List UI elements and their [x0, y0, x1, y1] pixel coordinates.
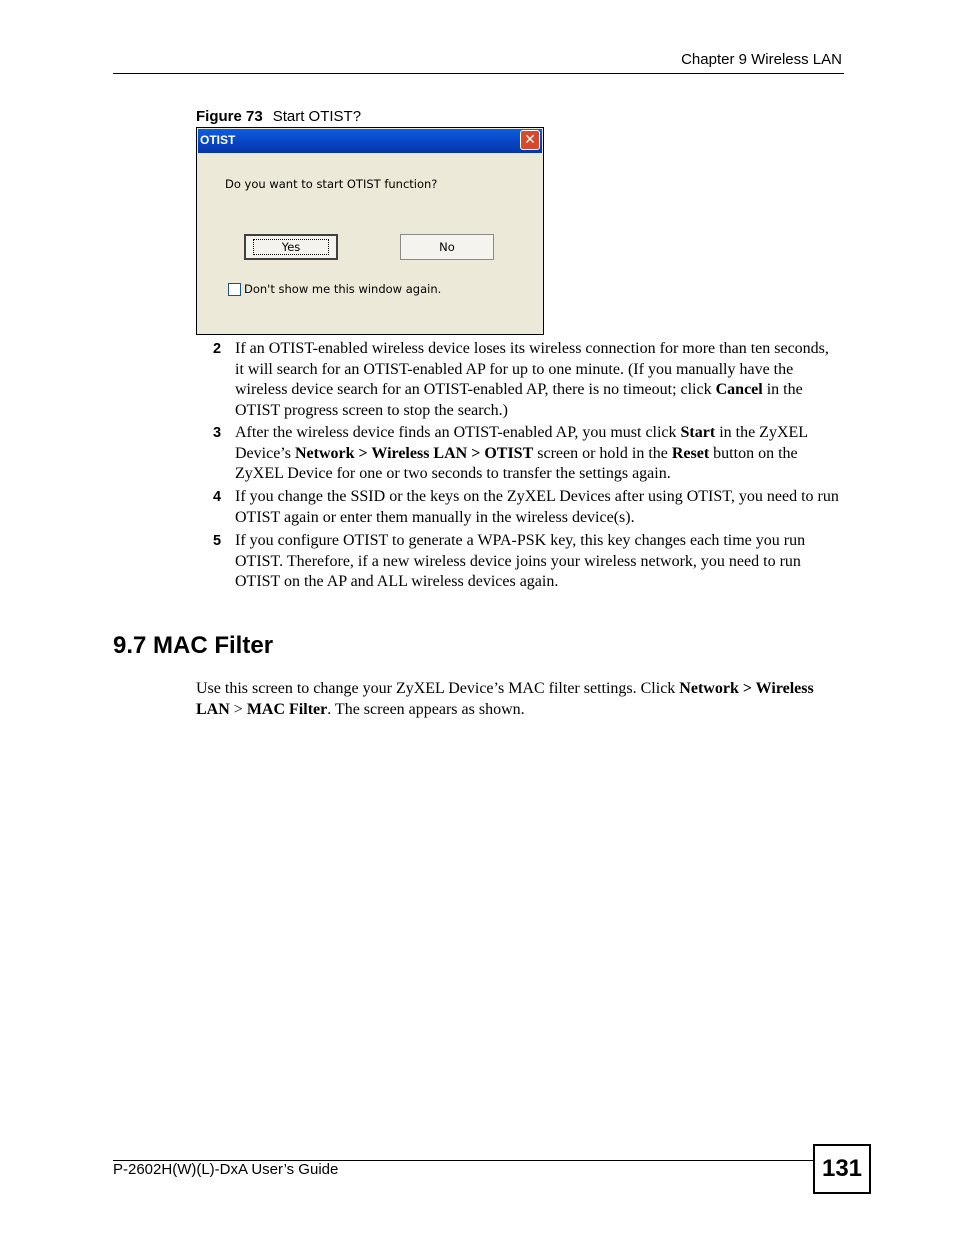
figure-caption: [196, 108, 361, 125]
dont-show-label: Don't show me this window again.: [244, 282, 442, 296]
text-run: in the ZyXEL Device’s: [235, 424, 808, 462]
step-text: [235, 423, 840, 485]
text-run: button on the ZyXEL Device for one or two seconds to transfer the settings again.: [235, 444, 798, 482]
bold-text: Reset: [671, 444, 710, 462]
step-number: 5: [213, 533, 222, 549]
step-text: [235, 531, 840, 593]
text-run: Use this screen to change your ZyXEL Device’s MAC filter settings. Click: [196, 680, 680, 697]
yes-button-label: Yes: [253, 239, 330, 255]
step-text: [235, 487, 840, 528]
text-run: If an OTIST-enabled wireless device loses its wireless connection for more than ten seconds, it will search for an OTIST-enabled AP for up to one minute. (If you manually have the wireless device search for an OTIST-enabled AP, there is no timeout; click: [235, 340, 829, 398]
bold-text: MAC Filter: [246, 701, 328, 718]
page-number: 131: [813, 1144, 871, 1194]
bold-text: Cancel: [715, 381, 763, 398]
bold-text: Network > Wireless LAN: [196, 680, 814, 718]
text-run: After the wireless device finds an OTIST-enabled AP, you must click: [235, 424, 681, 441]
dont-show-checkbox[interactable]: [228, 283, 241, 296]
dialog-question: Do you want to start OTIST function?: [225, 177, 438, 191]
close-icon[interactable]: ✕: [520, 130, 540, 150]
figure-label: Figure 73: [196, 108, 263, 125]
section-body: [196, 678, 826, 720]
step-text: [235, 339, 840, 421]
otist-dialog: [196, 127, 544, 335]
text-run: If you change the SSID or the keys on the ZyXEL Devices after using OTIST, you need to run OTIST again or enter them manually in the wireless device(s).: [235, 488, 839, 526]
yes-button[interactable]: [244, 234, 338, 260]
chapter-header: Chapter 9 Wireless LAN: [681, 51, 842, 68]
dialog-title: OTIST: [200, 133, 236, 147]
step-number: 2: [213, 341, 222, 357]
figure-caption-text: Start OTIST?: [272, 108, 362, 125]
step-number: 3: [213, 425, 222, 441]
section-heading: 9.7 MAC Filter: [113, 632, 274, 659]
text-run: >: [229, 701, 247, 718]
dialog-titlebar[interactable]: [198, 129, 542, 153]
text-run: in the OTIST progress screen to stop the search.): [235, 381, 803, 419]
footer-guide-title: P-2602H(W)(L)-DxA User’s Guide: [113, 1161, 339, 1178]
text-run: screen or hold in the: [533, 444, 672, 462]
bold-text: Start: [680, 424, 716, 441]
text-run: . The screen appears as shown.: [327, 701, 525, 718]
header-rule: [113, 73, 844, 74]
bold-text: Network > Wireless LAN > OTIST: [294, 444, 534, 462]
no-button[interactable]: No: [400, 234, 494, 260]
text-run: If you configure OTIST to generate a WPA-PSK key, this key changes each time you run OTIST. Therefore, if a new wireless device joins your wireless network, you need to run OTIST on the AP and ALL wireless devices again.: [235, 532, 806, 590]
step-number: 4: [213, 489, 222, 505]
